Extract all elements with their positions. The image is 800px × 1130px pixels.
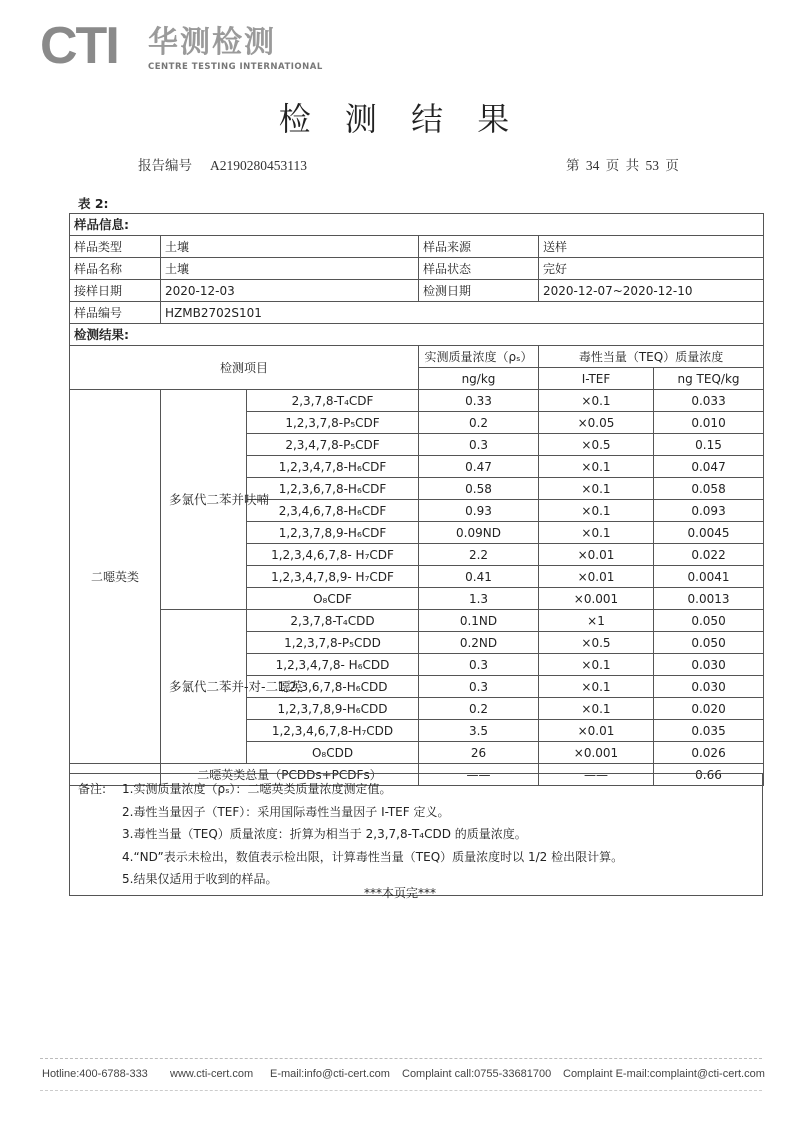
total-label: 二噁英类总量（PCDDs+PCDFs） [161, 764, 419, 786]
table-row [70, 346, 764, 368]
table-row [70, 280, 764, 302]
compound-name: 2,3,4,6,7,8-H₆CDF [247, 500, 419, 522]
field-value: 2020-12-03 [161, 280, 419, 302]
table-label: 表 2: [78, 196, 109, 211]
field-value: 送样 [539, 236, 764, 258]
conc-value: 0.33 [419, 390, 539, 412]
compound-name: 1,2,3,4,7,8,9- H₇CDF [247, 566, 419, 588]
page-indicator: 第 34 页 共 53 页 [566, 158, 679, 173]
teq-value: 0.093 [654, 500, 764, 522]
compound-name: 1,2,3,6,7,8-H₆CDD [247, 676, 419, 698]
itef-value: ×0.1 [539, 522, 654, 544]
teq-value: 0.0045 [654, 522, 764, 544]
footer-website[interactable]: www.cti-cert.com [170, 1068, 254, 1080]
cti-logo [40, 17, 340, 80]
header-teq: 毒性当量（TEQ）质量浓度 [539, 346, 764, 368]
table-row [70, 258, 764, 280]
compound-name: 1,2,3,4,6,7,8- H₇CDF [247, 544, 419, 566]
teq-value: 0.022 [654, 544, 764, 566]
notes-box [69, 773, 763, 896]
table-row [70, 236, 764, 258]
field-label: 样品名称 [70, 258, 161, 280]
itef-value: ×0.01 [539, 720, 654, 742]
conc-value: 0.58 [419, 478, 539, 500]
teq-value: 0.030 [654, 676, 764, 698]
conc-value: 0.93 [419, 500, 539, 522]
conc-value: 2.2 [419, 544, 539, 566]
table-row [70, 302, 764, 324]
teq-value: 0.050 [654, 632, 764, 654]
field-label: 接样日期 [70, 280, 161, 302]
total-conc: —— [419, 764, 539, 786]
compound-name: 1,2,3,7,8-P₅CDD [247, 632, 419, 654]
itef-value: ×0.001 [539, 742, 654, 764]
teq-value: 0.030 [654, 654, 764, 676]
header-unit: ng/kg [419, 368, 539, 390]
teq-value: 0.0041 [654, 566, 764, 588]
compound-name: 2,3,7,8-T₄CDD [247, 610, 419, 632]
field-value: 土壤 [161, 258, 419, 280]
notes-prefix: 备注: [78, 782, 107, 796]
teq-value: 0.047 [654, 456, 764, 478]
note-item: 备注: 1.实测质量浓度（ρₛ）：二噁英类质量浓度测定值。 [78, 778, 754, 801]
conc-value: 0.2 [419, 412, 539, 434]
compound-name: 1,2,3,4,6,7,8-H₇CDD [247, 720, 419, 742]
itef-value: ×0.1 [539, 500, 654, 522]
group-name: 多氯代二苯并呋喃 [161, 390, 247, 610]
compound-name: 1,2,3,6,7,8-H₆CDF [247, 478, 419, 500]
compound-name: 2,3,4,7,8-P₅CDF [247, 434, 419, 456]
note-item: 2.毒性当量因子（TEF）：采用国际毒性当量因子 I-TEF 定义。 [122, 804, 450, 819]
teq-value: 0.026 [654, 742, 764, 764]
note-item: 3.毒性当量（TEQ）质量浓度：折算为相当于 2,3,7,8-T₄CDD 的质量浓度。 [122, 827, 527, 841]
footer-divider [40, 1058, 762, 1059]
footer-complaint-email[interactable]: Complaint E-mail:complaint@cti-cert.com [563, 1068, 765, 1080]
total-itef: —— [539, 764, 654, 786]
field-label: 检测日期 [419, 280, 539, 302]
teq-value: 0.020 [654, 698, 764, 720]
footer-email[interactable]: E-mail:info@cti-cert.com [270, 1068, 390, 1080]
itef-value: ×0.1 [539, 390, 654, 412]
itef-value: ×0.05 [539, 412, 654, 434]
field-value: HZMB2702S101 [161, 302, 764, 324]
compound-name: 1,2,3,7,8,9-H₆CDD [247, 698, 419, 720]
logo-cn-text: 华测检测 [148, 25, 276, 60]
conc-value: 0.2ND [419, 632, 539, 654]
table-row [70, 610, 764, 632]
itef-value: ×0.001 [539, 588, 654, 610]
header-itef: I-TEF [539, 368, 654, 390]
teq-value: 0.15 [654, 434, 764, 456]
itef-value: ×0.1 [539, 654, 654, 676]
header-teq-unit: ng TEQ/kg [654, 368, 764, 390]
report-number-value: A2190280453113 [210, 158, 307, 173]
field-label: 样品来源 [419, 236, 539, 258]
class-name: 二噁英类 [70, 390, 161, 764]
compound-name: 1,2,3,7,8,9-H₆CDF [247, 522, 419, 544]
conc-value: 26 [419, 742, 539, 764]
compound-name: 1,2,3,7,8-P₅CDF [247, 412, 419, 434]
note-item: 4.“ND”表示未检出，数值表示检出限，计算毒性当量（TEQ）质量浓度时以 1/2 检出限计算。 [122, 849, 624, 864]
total-teq: 0.66 [654, 764, 764, 786]
field-value: 完好 [539, 258, 764, 280]
header-conc: 实测质量浓度（ρₛ） [419, 346, 539, 368]
conc-value: 0.09ND [419, 522, 539, 544]
note-item: 5.结果仅适用于收到的样品。 [122, 872, 278, 886]
table-row [70, 324, 764, 346]
itef-value: ×0.01 [539, 566, 654, 588]
footer-bottom-divider [40, 1090, 762, 1091]
teq-value: 0.010 [654, 412, 764, 434]
conc-value: 0.41 [419, 566, 539, 588]
conc-value: 0.3 [419, 434, 539, 456]
teq-value: 0.0013 [654, 588, 764, 610]
itef-value: ×0.1 [539, 698, 654, 720]
itef-value: ×1 [539, 610, 654, 632]
teq-value: 0.050 [654, 610, 764, 632]
report-number-label: 报告编号 [138, 158, 192, 173]
teq-value: 0.033 [654, 390, 764, 412]
section-results: 检测结果: [70, 324, 764, 346]
header-item: 检测项目 [70, 346, 419, 390]
conc-value: 1.3 [419, 588, 539, 610]
results-table [69, 213, 764, 786]
field-label: 样品状态 [419, 258, 539, 280]
compound-name: O₈CDD [247, 742, 419, 764]
footer-hotline: Hotline:400-6788-333 [42, 1068, 148, 1080]
report-number [138, 154, 307, 174]
compound-name: O₈CDF [247, 588, 419, 610]
compound-name: 2,3,7,8-T₄CDF [247, 390, 419, 412]
section-sample-info: 样品信息: [70, 214, 764, 236]
compound-name: 1,2,3,4,7,8-H₆CDF [247, 456, 419, 478]
field-value: 土壤 [161, 236, 419, 258]
logo-en-text: CENTRE TESTING INTERNATIONAL [148, 62, 323, 72]
itef-value: ×0.1 [539, 456, 654, 478]
field-value: 2020-12-07~2020-12-10 [539, 280, 764, 302]
compound-name: 1,2,3,4,7,8- H₆CDD [247, 654, 419, 676]
footer-complaint-call: Complaint call:0755-33681700 [402, 1068, 552, 1080]
conc-value: 0.3 [419, 654, 539, 676]
page-title: 检 测 结 果 [278, 100, 522, 138]
itef-value: ×0.1 [539, 478, 654, 500]
table-row [70, 390, 764, 412]
itef-value: ×0.01 [539, 544, 654, 566]
teq-value: 0.058 [654, 478, 764, 500]
field-label: 样品编号 [70, 302, 161, 324]
conc-value: 0.47 [419, 456, 539, 478]
conc-value: 0.3 [419, 676, 539, 698]
end-of-page-mark: ***本页完*** [363, 886, 436, 900]
field-label: 样品类型 [70, 236, 161, 258]
itef-value: ×0.1 [539, 676, 654, 698]
itef-value: ×0.5 [539, 434, 654, 456]
table-row [70, 214, 764, 236]
conc-value: 3.5 [419, 720, 539, 742]
notes-cell [70, 774, 763, 896]
teq-value: 0.035 [654, 720, 764, 742]
group-name: 多氯代二苯并-对-二噁英 [161, 610, 247, 764]
conc-value: 0.2 [419, 698, 539, 720]
conc-value: 0.1ND [419, 610, 539, 632]
itef-value: ×0.5 [539, 632, 654, 654]
logo-cti-text: CTI [40, 17, 118, 75]
